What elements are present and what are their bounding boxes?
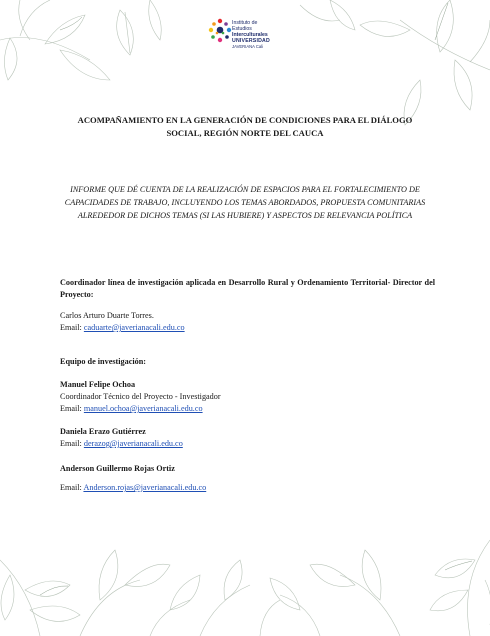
member-email-link[interactable]: Anderson.rojas@javerianacali.edu.co bbox=[83, 483, 207, 492]
logo-line: Estudios bbox=[232, 26, 252, 32]
member-name: Daniela Erazo Gutiérrez bbox=[60, 427, 146, 436]
email-label: Email: bbox=[60, 483, 82, 492]
coordinator-section bbox=[60, 277, 435, 301]
coordinator-email-link[interactable]: caduarte@javerianacali.edu.co bbox=[83, 323, 185, 332]
coordinator-details bbox=[60, 310, 435, 334]
team-heading: Equipo de investigación: bbox=[60, 357, 146, 366]
team-member bbox=[60, 426, 435, 450]
logo-line: Interculturales bbox=[232, 32, 268, 38]
member-email-line bbox=[60, 403, 435, 415]
member-name: Manuel Felipe Ochoa bbox=[60, 380, 136, 389]
logo-line: JAVERIANA Cali bbox=[232, 44, 264, 49]
institute-logo-icon bbox=[207, 18, 233, 48]
institute-logo bbox=[207, 18, 287, 58]
coordinator-email-line bbox=[60, 322, 435, 334]
institute-logo-text bbox=[232, 20, 270, 50]
member-email-line bbox=[60, 438, 435, 450]
coordinator-heading: Coordinador línea de investigación aplicada en Desarrollo Rural y Ordenamiento Territorial- Director del Proyecto: bbox=[60, 278, 435, 299]
member-email-link[interactable]: derazog@javerianacali.edu.co bbox=[83, 439, 183, 448]
member-name: Anderson Guillermo Rojas Ortiz bbox=[60, 464, 175, 473]
document-subtitle: INFORME QUE DÉ CUENTA DE LA REALIZACIÓN DE ESPACIOS PARA EL FORTALECIMIENTO DE CAPACIDADES DE TRABAJO, INCLUYENDO LOS TEMAS ABORDADOS, PROPUESTA COMUNITARIAS ALREDEDOR DE DICHOS TEMAS (SI LAS HUBIERE) Y ASPECTOS DE RELEVANCIA POLÍTICA bbox=[64, 185, 426, 220]
email-label: Email: bbox=[60, 323, 82, 332]
email-label: Email: bbox=[60, 439, 82, 448]
member-email-link[interactable]: manuel.ochoa@javerianacali.edu.co bbox=[83, 404, 203, 413]
member-role: Coordinador Técnico del Proyecto - Investigador bbox=[60, 392, 221, 401]
coordinator-name: Carlos Arturo Duarte Torres. bbox=[60, 311, 154, 320]
logo-line: UNIVERSIDAD bbox=[232, 38, 270, 44]
email-label: Email: bbox=[60, 404, 82, 413]
document-title: ACOMPAÑAMIENTO EN LA GENERACIÓN DE CONDICIONES PARA EL DIÁLOGO SOCIAL, REGIÓN NORTE DEL CAUCA bbox=[77, 115, 413, 138]
logo-line: Instituto de bbox=[232, 20, 258, 26]
team-member bbox=[60, 463, 435, 475]
team-member bbox=[60, 379, 435, 415]
team-member-email bbox=[60, 482, 435, 494]
